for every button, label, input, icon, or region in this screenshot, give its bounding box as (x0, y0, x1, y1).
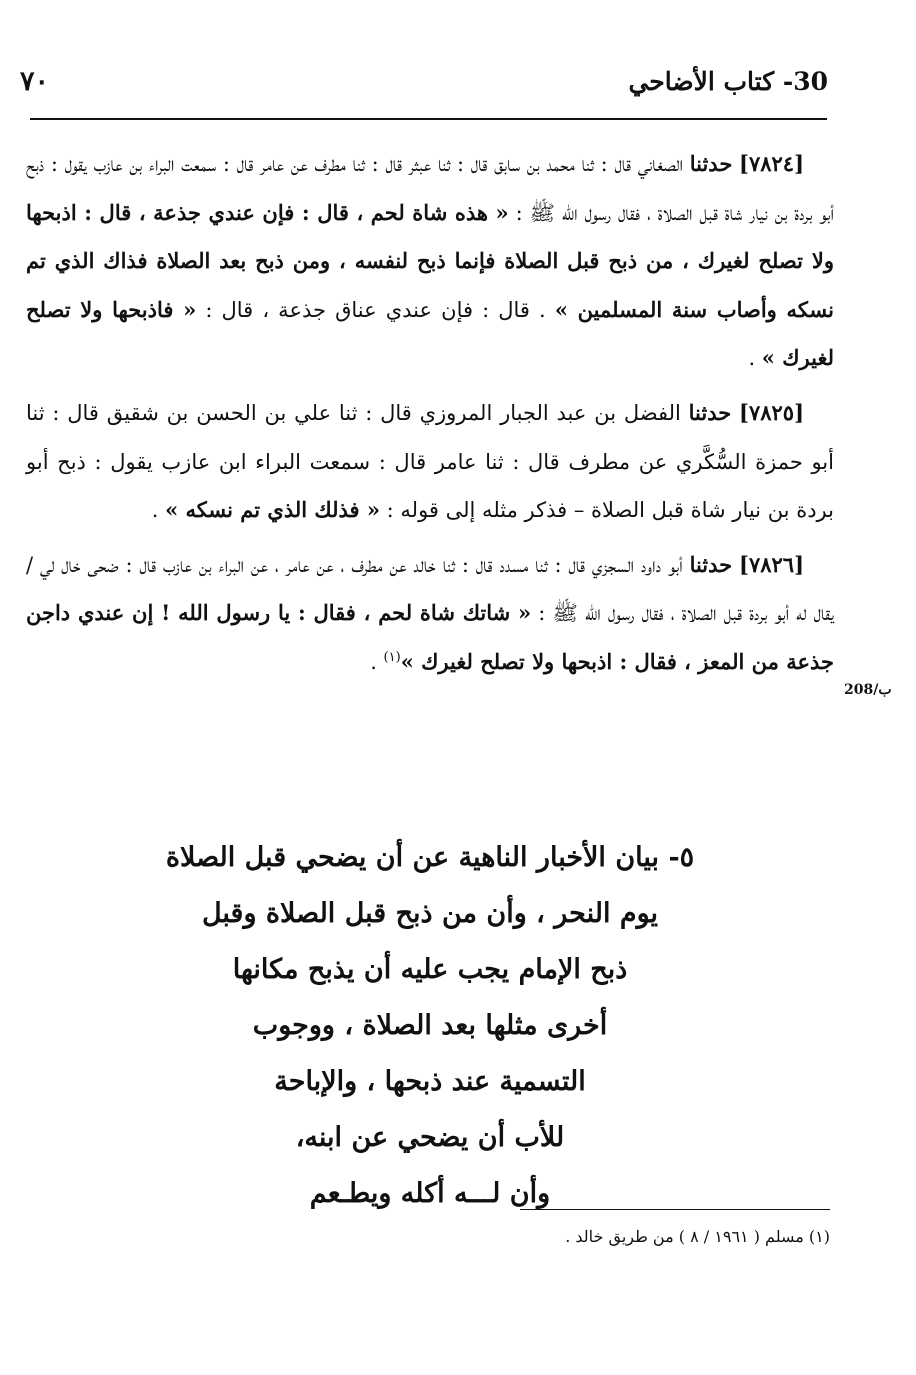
chapter-heading-line: أخرى مثلها بعد الصلاة ، ووجوب (252, 1010, 608, 1041)
prophetic-quote: « فذلك الذي تم نسكه » (165, 497, 380, 523)
chapter-heading-line: التسمية عند ذبحها ، والإباحة (274, 1066, 586, 1097)
chapter-heading-line: ٥- بيان الأخبار الناهية عن أن يضحي قبل الصلاة (165, 842, 695, 873)
hadith-paragraph-7824 (26, 140, 834, 383)
closing-punctuation: . (151, 498, 166, 523)
chapter-heading-line: للأب أن يضحي عن ابنه، (295, 1122, 565, 1153)
hadith-number: [٧٨٢٥] (739, 399, 804, 425)
narration-text: . قال : فإن عندي عناق جذعة ، قال : (196, 297, 555, 322)
chapter-heading (120, 830, 740, 1222)
header-rule (30, 118, 827, 120)
prophetic-quote: « هذه شاة لحم ، قال : فإن عندي جذعة ، قال : اذبحها ولا تصلح لغيرك ، من ذبح قبل الصلاة فإنما ذبح لنفسه ، ومن ذبح بعد الصلاة فذاك الذي تم نسكه وأصاب سنة المسلمين » (26, 199, 834, 322)
footnote-reference[interactable]: (١) (383, 649, 401, 665)
page-number: ٧٠ (20, 66, 50, 97)
running-title: 30- كتاب الأضاحي (628, 67, 828, 96)
hadith-body (26, 140, 834, 687)
closing-punctuation: . (748, 346, 762, 371)
hadith-paragraph-7826 (26, 541, 834, 687)
hadith-paragraph-7825 (26, 389, 834, 535)
narration-opener: حدثنا (689, 151, 733, 176)
chapter-heading-line: وأن لـــه أكله ويطـعم (309, 1178, 551, 1209)
hadith-number: [٧٨٢٦] (739, 551, 804, 577)
footnote: (١) مسلم ( ١٩٦١ / ٨ ) من طريق خالد . (565, 1227, 830, 1246)
hadith-number: [٧٨٢٤] (739, 151, 804, 176)
isnad-text: أبو داود السجزي قال : ثنا مسدد قال : ثنا خالد عن مطرف ، عن عامر ، عن البراء بن عازب قال : ضحى خال لي / يقال له أبو بردة قبل الصلاة ، فقال رسول الله ﷺ : (26, 552, 835, 626)
footnote-rule (520, 1209, 830, 1210)
closing-punctuation: . (370, 649, 384, 674)
running-header (20, 62, 828, 112)
narration-opener: حدثنا (688, 399, 732, 425)
prophetic-quote: « فاذبحها ولا تصلح لغيرك » (26, 296, 834, 371)
isnad-text: الفضل بن عبد الجبار المروزي قال : ثنا علي بن الحسن بن شقيق قال : ثنا أبو حمزة السُّكَّري عن مطرف قال : ثنا عامر قال : سمعت البراء ابن عازب يقول : ذبح أبو بردة بن نيار شاة قبل الصلاة – فذكر مثله إلى قوله : (26, 400, 834, 523)
chapter-heading-line: يوم النحر ، وأن من ذبح قبل الصلاة وقبل (201, 898, 659, 929)
narration-opener: حدثنا (689, 551, 733, 577)
isnad-text: الصغاني قال : ثنا محمد بن سابق قال : ثنا عبثر قال : ثنا مطرف عن عامر قال : سمعت البراء بن عازب يقول : ذبح أبو بردة بن نيار شاة قبل الصلاة ، فقال رسول الله ﷺ : (26, 152, 834, 225)
prophetic-quote: « شاتك شاة لحم ، فقال : يا رسول الله ! إن عندي داجن جذعة من المعز ، فقال : اذبحها ولا تصلح لغيرك » (26, 600, 834, 674)
chapter-heading-line: ذبح الإمام يجب عليه أن يذبح مكانها (232, 954, 628, 985)
manuscript-folio-note: 208/ب (844, 682, 892, 698)
